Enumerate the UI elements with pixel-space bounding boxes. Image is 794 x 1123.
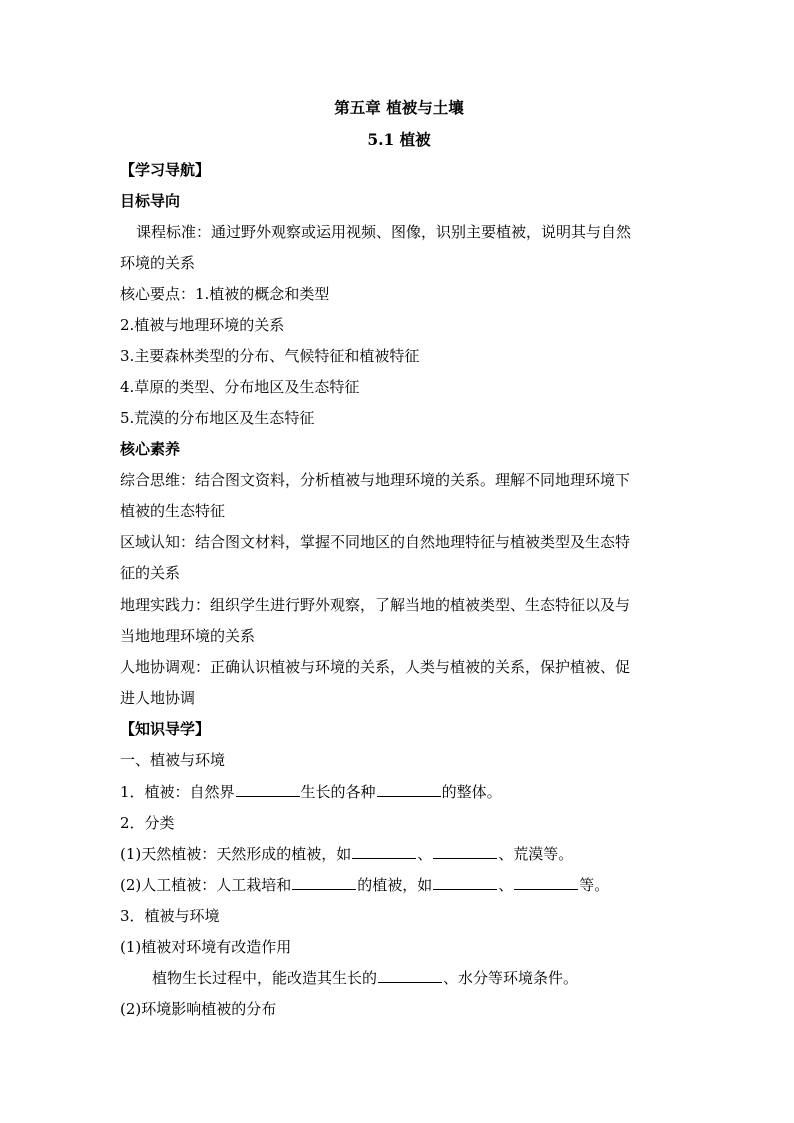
- fill-blank[interactable]: [236, 782, 300, 797]
- section-one-heading: 一、植被与环境: [120, 751, 226, 769]
- curriculum-standard-line2: 环境的关系: [120, 254, 196, 272]
- question-2-1: (1)天然植被：天然形成的植被，如 、 、荒漠等。: [120, 845, 574, 863]
- section-title: 5.1 植被: [367, 130, 431, 149]
- fill-blank[interactable]: [352, 844, 416, 859]
- regional-cognition-line1: 区域认知：结合图文材料，掌握不同地区的自然地理特征与植被类型及生态特: [120, 533, 631, 551]
- question-3-2: (2)环境影响植被的分布: [120, 1000, 277, 1018]
- key-point-5: 5.荒漠的分布地区及生态特征: [120, 409, 315, 427]
- human-earth-line2: 进人地协调: [120, 689, 196, 707]
- key-point-2: 2.植被与地理环境的关系: [120, 316, 285, 334]
- fill-blank[interactable]: [292, 875, 356, 890]
- question-2: 2．分类: [120, 814, 175, 832]
- fill-blank[interactable]: [433, 875, 497, 890]
- question-3: 3．植被与环境: [120, 907, 220, 925]
- key-point-4: 4.草原的类型、分布地区及生态特征: [120, 378, 360, 396]
- integrated-thinking-line1: 综合思维：结合图文资料，分析植被与地理环境的关系。理解不同地理环境下: [120, 471, 631, 489]
- fill-blank[interactable]: [514, 875, 578, 890]
- question-3-1-text: 植物生长过程中，能改造其生长的 、水分等环境条件。: [152, 969, 579, 987]
- geo-practice-line1: 地理实践力：组织学生进行野外观察，了解当地的植被类型、生态特征以及与: [120, 596, 631, 614]
- geo-practice-line2: 当地地理环境的关系: [120, 627, 256, 645]
- fill-blank[interactable]: [377, 782, 441, 797]
- question-2-2: (2)人工植被：人工栽培和 的植被，如 、 等。: [120, 876, 610, 894]
- core-literacy-heading: 核心素养: [120, 440, 181, 458]
- question-3-1: (1)植被对环境有改造作用: [120, 938, 292, 956]
- chapter-title: 第五章 植被与土壤: [334, 98, 464, 117]
- key-point-1: 核心要点：1.植被的概念和类型: [120, 285, 330, 303]
- key-point-3: 3.主要森林类型的分布、气候特征和植被特征: [120, 347, 420, 365]
- question-1: 1．植被：自然界 生长的各种 的整体。: [120, 783, 502, 801]
- fill-blank[interactable]: [433, 844, 497, 859]
- study-navigation-heading: 【学习导航】: [120, 161, 211, 179]
- human-earth-line1: 人地协调观：正确认识植被与环境的关系，人类与植被的关系，保护植被、促: [120, 658, 631, 676]
- goal-orientation-heading: 目标导向: [120, 192, 181, 210]
- knowledge-guide-heading: 【知识导学】: [120, 720, 211, 738]
- fill-blank[interactable]: [378, 968, 442, 983]
- integrated-thinking-line2: 植被的生态特征: [120, 502, 226, 520]
- regional-cognition-line2: 征的关系: [120, 564, 181, 582]
- curriculum-standard-line1: 课程标准：通过野外观察或运用视频、图像，识别主要植被，说明其与自然: [136, 223, 632, 241]
